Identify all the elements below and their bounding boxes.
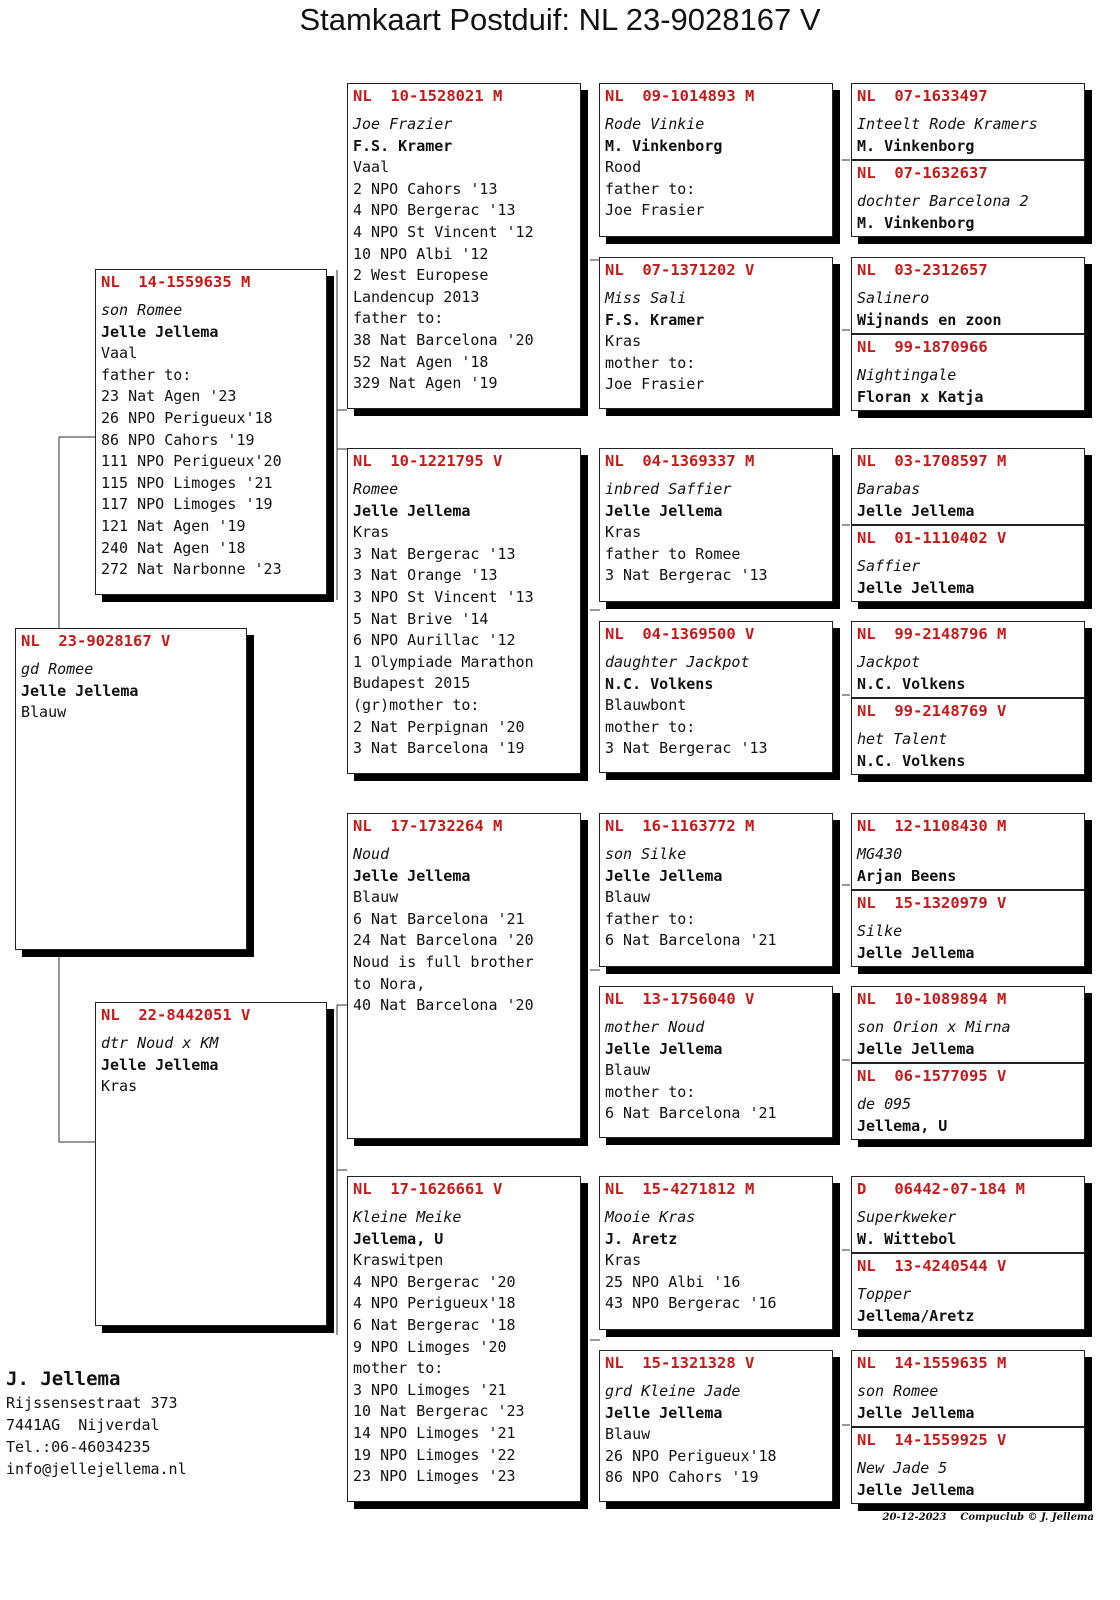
pedigree-line: 23 Nat Agen '23 [101, 387, 237, 406]
gen4-top-ancestor [852, 84, 1084, 157]
pigeon-card-gen4-g4 [851, 621, 1085, 775]
owner-block [6, 1366, 187, 1480]
pigeon-card-mmm [599, 1350, 833, 1502]
pedigree-line: 6 Nat Barcelona '21 [605, 1104, 777, 1123]
owner-email: info@jellejellema.nl [6, 1460, 187, 1478]
pedigree-line: 9 NPO Limoges '20 [353, 1337, 507, 1356]
pedigree-line: 10 NPO Albi '12 [353, 244, 489, 263]
ring-number: NL 04-1369337 M [605, 452, 755, 470]
pigeon-name: son Silke [605, 845, 687, 863]
pigeon-name: Salinero [857, 289, 930, 307]
pigeon-name: Joe Frazier [353, 115, 453, 133]
pedigree-line: Blauw [605, 1425, 651, 1444]
pedigree-line: 2 West Europese [353, 266, 489, 285]
pigeon-name: Mooie Kras [605, 1208, 696, 1226]
ring-number: NL 17-1626661 V [353, 1180, 503, 1198]
pigeon-name: Barabas [857, 480, 921, 498]
pedigree-line: father to: [605, 179, 696, 198]
pedigree-line: 6 NPO Aurillac '12 [353, 631, 516, 650]
pedigree-line: father to: [353, 309, 444, 328]
pedigree-line: Blauw [605, 1061, 651, 1080]
pedigree-line: 24 Nat Barcelona '20 [353, 931, 534, 950]
pedigree-line: 43 NPO Bergerac '16 [605, 1294, 777, 1313]
pigeon-card-fff [599, 83, 833, 237]
breeder-name: F.S. Kramer [605, 310, 705, 329]
pedigree-line: Joe Frasier [605, 375, 705, 394]
pigeon-card-gen4-g2 [851, 257, 1085, 411]
gen4-top-ancestor [852, 258, 1084, 331]
breeder-name: F.S. Kramer [353, 136, 453, 155]
pedigree-line: 4 NPO Bergerac '20 [353, 1272, 516, 1291]
breeder-name: Jelle Jellema [353, 866, 471, 885]
pedigree-line: 86 NPO Cahors '19 [101, 430, 255, 449]
owner-city: 7441AG Nijverdal [6, 1416, 160, 1434]
breeder-name: Wijnands en zoon [857, 310, 1002, 329]
ring-number: NL 09-1014893 M [605, 87, 755, 105]
ring-number: NL 14-1559925 V [857, 1431, 1007, 1449]
gen4-bottom-ancestor [852, 889, 1084, 964]
gen4-bottom-ancestor [852, 1252, 1084, 1327]
pedigree-line: Blauw [353, 888, 399, 907]
ring-number: NL 13-4240544 V [857, 1257, 1007, 1275]
gen4-bottom-ancestor [852, 697, 1084, 772]
pigeon-card-mm [347, 1176, 581, 1502]
gen4-top-ancestor [852, 814, 1084, 887]
breeder-name: Jelle Jellema [353, 501, 471, 520]
ring-number: NL 15-1320979 V [857, 894, 1007, 912]
pedigree-line: Rood [605, 158, 642, 177]
pedigree-line: 86 NPO Cahors '19 [605, 1468, 759, 1487]
pedigree-line: 6 Nat Barcelona '21 [353, 909, 525, 928]
pigeon-card-gen4-g5 [851, 813, 1085, 967]
breeder-name: Jellema, U [353, 1229, 444, 1248]
pigeon-card-ff [347, 83, 581, 409]
breeder-name: M. Vinkenborg [857, 136, 975, 155]
pedigree-line: 52 Nat Agen '18 [353, 352, 489, 371]
pedigree-line: Joe Frasier [605, 201, 705, 220]
pigeon-name: Saffier [857, 557, 921, 575]
pedigree-line: Kras [605, 523, 642, 542]
ring-number: NL 03-1708597 M [857, 452, 1007, 470]
pedigree-line: Kras [353, 523, 390, 542]
pigeon-card-mf [347, 813, 581, 1139]
ring-number: NL 17-1732264 M [353, 817, 503, 835]
ring-number: NL 07-1632637 [857, 164, 988, 182]
pigeon-card-mfm [599, 986, 833, 1138]
ring-number: NL 10-1089894 M [857, 990, 1007, 1008]
breeder-name: N.C. Volkens [857, 674, 966, 693]
pedigree-line: Budapest 2015 [353, 674, 471, 693]
pigeon-name: de 095 [857, 1095, 912, 1113]
pigeon-card-ffm [599, 257, 833, 409]
pigeon-name: Superkweker [857, 1208, 957, 1226]
breeder-name: Jelle Jellema [605, 866, 723, 885]
breeder-name: W. Wittebol [857, 1229, 957, 1248]
gen4-top-ancestor [852, 1351, 1084, 1424]
pigeon-name: Noud [353, 845, 390, 863]
breeder-name: Jelle Jellema [857, 943, 975, 962]
pedigree-line: 329 Nat Agen '19 [353, 374, 498, 393]
pigeon-card-mff [599, 813, 833, 967]
pedigree-line: 121 Nat Agen '19 [101, 516, 246, 535]
pigeon-name: Inteelt Rode Kramers [857, 115, 1038, 133]
pedigree-line: Blauw [605, 888, 651, 907]
pigeon-name: son Orion x Mirna [857, 1018, 1011, 1036]
ring-number: NL 99-2148796 M [857, 625, 1007, 643]
pigeon-name: dtr Noud x KM [101, 1034, 219, 1052]
pigeon-name: Miss Sali [605, 289, 687, 307]
pigeon-name: gd Romee [21, 660, 94, 678]
breeder-name: Jelle Jellema [21, 681, 139, 700]
breeder-name: Jelle Jellema [605, 1039, 723, 1058]
pedigree-line: father to: [101, 365, 192, 384]
pedigree-line: 40 Nat Barcelona '20 [353, 996, 534, 1015]
pedigree-line: father to: [605, 909, 696, 928]
ring-number: NL 13-1756040 V [605, 990, 755, 1008]
pigeon-name: Kleine Meike [353, 1208, 462, 1226]
pigeon-name: Jackpot [857, 653, 921, 671]
pedigree-line: Blauw [21, 703, 67, 722]
pedigree-line: 3 Nat Bergerac '13 [605, 566, 768, 585]
pigeon-name: son Romee [101, 301, 183, 319]
breeder-name: M. Vinkenborg [605, 136, 723, 155]
pedigree-line: 115 NPO Limoges '21 [101, 473, 273, 492]
pedigree-line: 6 Nat Bergerac '18 [353, 1315, 516, 1334]
pigeon-name: mother Noud [605, 1018, 705, 1036]
pedigree-line: Blauwbont [605, 696, 687, 715]
gen4-top-ancestor [852, 987, 1084, 1060]
pigeon-name: Romee [353, 480, 399, 498]
pedigree-line: 3 Nat Barcelona '19 [353, 739, 525, 758]
pedigree-line: mother to: [605, 1082, 696, 1101]
ring-number: NL 16-1163772 M [605, 817, 755, 835]
pedigree-line: (gr)mother to: [353, 695, 480, 714]
pedigree-line: Kras [605, 332, 642, 351]
ring-number: NL 14-1559635 M [857, 1354, 1007, 1372]
breeder-name: Jelle Jellema [605, 501, 723, 520]
pedigree-line: 3 Nat Bergerac '13 [353, 544, 516, 563]
pedigree-line: 26 NPO Perigueux'18 [605, 1446, 777, 1465]
pigeon-name: Silke [857, 922, 903, 940]
pedigree-line: mother to: [353, 1359, 444, 1378]
ring-number: NL 06-1577095 V [857, 1067, 1007, 1085]
owner-phone: Tel.:06-46034235 [6, 1438, 151, 1456]
pedigree-line: Vaal [101, 344, 138, 363]
pedigree-line: 6 Nat Barcelona '21 [605, 931, 777, 950]
ring-number: NL 03-2312657 [857, 261, 988, 279]
breeder-name: Arjan Beens [857, 866, 957, 885]
owner-name: J. Jellema [6, 1368, 121, 1390]
pedigree-line: 14 NPO Limoges '21 [353, 1423, 516, 1442]
pedigree-line: 272 Nat Narbonne '23 [101, 560, 282, 579]
pedigree-line: 10 Nat Bergerac '23 [353, 1402, 525, 1421]
gen4-top-ancestor [852, 1177, 1084, 1250]
pedigree-line: Kraswitpen [353, 1251, 444, 1270]
pedigree-line: 111 NPO Perigueux'20 [101, 452, 282, 471]
pedigree-line: father to Romee [605, 544, 741, 563]
pedigree-line: 23 NPO Limoges '23 [353, 1467, 516, 1486]
gen4-top-ancestor [852, 622, 1084, 695]
pigeon-name: son Romee [857, 1382, 939, 1400]
ring-number: NL 22-8442051 V [101, 1006, 251, 1024]
pedigree-line: 2 Nat Perpignan '20 [353, 717, 525, 736]
pedigree-line: 1 Olympiade Marathon [353, 652, 534, 671]
pigeon-card-fm [347, 448, 581, 774]
breeder-name: Jelle Jellema [857, 1480, 975, 1499]
pigeon-card-gen4-g8 [851, 1350, 1085, 1504]
pigeon-card-gen4-g6 [851, 986, 1085, 1140]
ring-number: NL 15-1321328 V [605, 1354, 755, 1372]
ring-number: NL 10-1528021 M [353, 87, 503, 105]
pedigree-line: 25 NPO Albi '16 [605, 1272, 741, 1291]
pedigree-line: Kras [101, 1077, 138, 1096]
breeder-name: N.C. Volkens [605, 674, 714, 693]
pigeon-name: Topper [857, 1285, 912, 1303]
ring-number: NL 99-1870966 [857, 338, 988, 356]
pigeon-card-gen4-g7 [851, 1176, 1085, 1330]
pigeon-card-fmf [599, 448, 833, 602]
pedigree-line: Landencup 2013 [353, 287, 480, 306]
breeder-name: Jelle Jellema [857, 501, 975, 520]
pigeon-card-subject [15, 628, 247, 950]
page-title: Stamkaart Postduif: NL 23-9028167 V [299, 2, 821, 37]
pedigree-line: 3 NPO St Vincent '13 [353, 587, 534, 606]
breeder-name: Jellema/Aretz [857, 1306, 975, 1325]
ring-number: NL 12-1108430 M [857, 817, 1007, 835]
ring-number: NL 23-9028167 V [21, 632, 171, 650]
breeder-name: Floran x Katja [857, 387, 984, 406]
gen4-bottom-ancestor [852, 159, 1084, 234]
ring-number: NL 07-1371202 V [605, 261, 755, 279]
pedigree-line: 4 NPO St Vincent '12 [353, 222, 534, 241]
pedigree-line: mother to: [605, 353, 696, 372]
pedigree-line: Kras [605, 1251, 642, 1270]
gen4-bottom-ancestor [852, 1062, 1084, 1137]
pedigree-line: 240 Nat Agen '18 [101, 538, 246, 557]
ring-number: NL 01-1110402 V [857, 529, 1007, 547]
pedigree-line: 117 NPO Limoges '19 [101, 495, 273, 514]
pigeon-card-gen4-g3 [851, 448, 1085, 602]
pigeon-card-gen4-g1 [851, 83, 1085, 237]
pedigree-line: to Nora, [353, 974, 426, 993]
pigeon-name: het Talent [857, 730, 948, 748]
pigeon-name: inbred Saffier [605, 480, 732, 498]
gen4-bottom-ancestor [852, 524, 1084, 599]
breeder-name: Jellema, U [857, 1116, 948, 1135]
ring-number: NL 07-1633497 [857, 87, 988, 105]
gen4-top-ancestor [852, 449, 1084, 522]
pigeon-name: New Jade 5 [857, 1459, 948, 1477]
pedigree-line: 5 Nat Brive '14 [353, 609, 489, 628]
pedigree-line: Vaal [353, 158, 390, 177]
breeder-name: M. Vinkenborg [857, 213, 975, 232]
pedigree-line: 4 NPO Perigueux'18 [353, 1294, 516, 1313]
breeder-name: Jelle Jellema [857, 1403, 975, 1422]
pedigree-line: Noud is full brother [353, 952, 534, 971]
gen4-bottom-ancestor [852, 1426, 1084, 1501]
ring-number: NL 99-2148769 V [857, 702, 1007, 720]
pigeon-card-father [95, 269, 327, 595]
pedigree-line: mother to: [605, 717, 696, 736]
breeder-name: Jelle Jellema [101, 322, 219, 341]
ring-number: NL 15-4271812 M [605, 1180, 755, 1198]
pigeon-name: MG430 [857, 845, 903, 863]
breeder-name: Jelle Jellema [605, 1403, 723, 1422]
print-footer: 20-12-2023 Compuclub © J. Jellema [882, 1512, 1094, 1523]
ring-number: NL 04-1369500 V [605, 625, 755, 643]
pigeon-name: dochter Barcelona 2 [857, 192, 1029, 210]
breeder-name: Jelle Jellema [101, 1055, 219, 1074]
pedigree-line: 19 NPO Limoges '22 [353, 1445, 516, 1464]
pigeon-name: Rode Vinkie [605, 115, 705, 133]
ring-number: NL 14-1559635 M [101, 273, 251, 291]
pigeon-card-mother [95, 1002, 327, 1326]
pedigree-line: 3 Nat Orange '13 [353, 566, 498, 585]
ring-number: D 06442-07-184 M [857, 1180, 1025, 1198]
pedigree-line: 3 Nat Bergerac '13 [605, 739, 768, 758]
breeder-name: Jelle Jellema [857, 578, 975, 597]
pedigree-line: 38 Nat Barcelona '20 [353, 330, 534, 349]
ring-number: NL 10-1221795 V [353, 452, 503, 470]
breeder-name: Jelle Jellema [857, 1039, 975, 1058]
pedigree-line: 2 NPO Cahors '13 [353, 179, 498, 198]
owner-address: Rijssensestraat 373 [6, 1394, 178, 1412]
breeder-name: J. Aretz [605, 1229, 678, 1248]
pigeon-card-fmm [599, 621, 833, 773]
pigeon-card-mmf [599, 1176, 833, 1330]
pigeon-name: Nightingale [857, 366, 957, 384]
pedigree-line: 3 NPO Limoges '21 [353, 1380, 507, 1399]
pigeon-name: daughter Jackpot [605, 653, 750, 671]
pigeon-name: grd Kleine Jade [605, 1382, 741, 1400]
pedigree-line: 4 NPO Bergerac '13 [353, 201, 516, 220]
gen4-bottom-ancestor [852, 333, 1084, 408]
pedigree-line: 26 NPO Perigueux'18 [101, 408, 273, 427]
breeder-name: N.C. Volkens [857, 751, 966, 770]
